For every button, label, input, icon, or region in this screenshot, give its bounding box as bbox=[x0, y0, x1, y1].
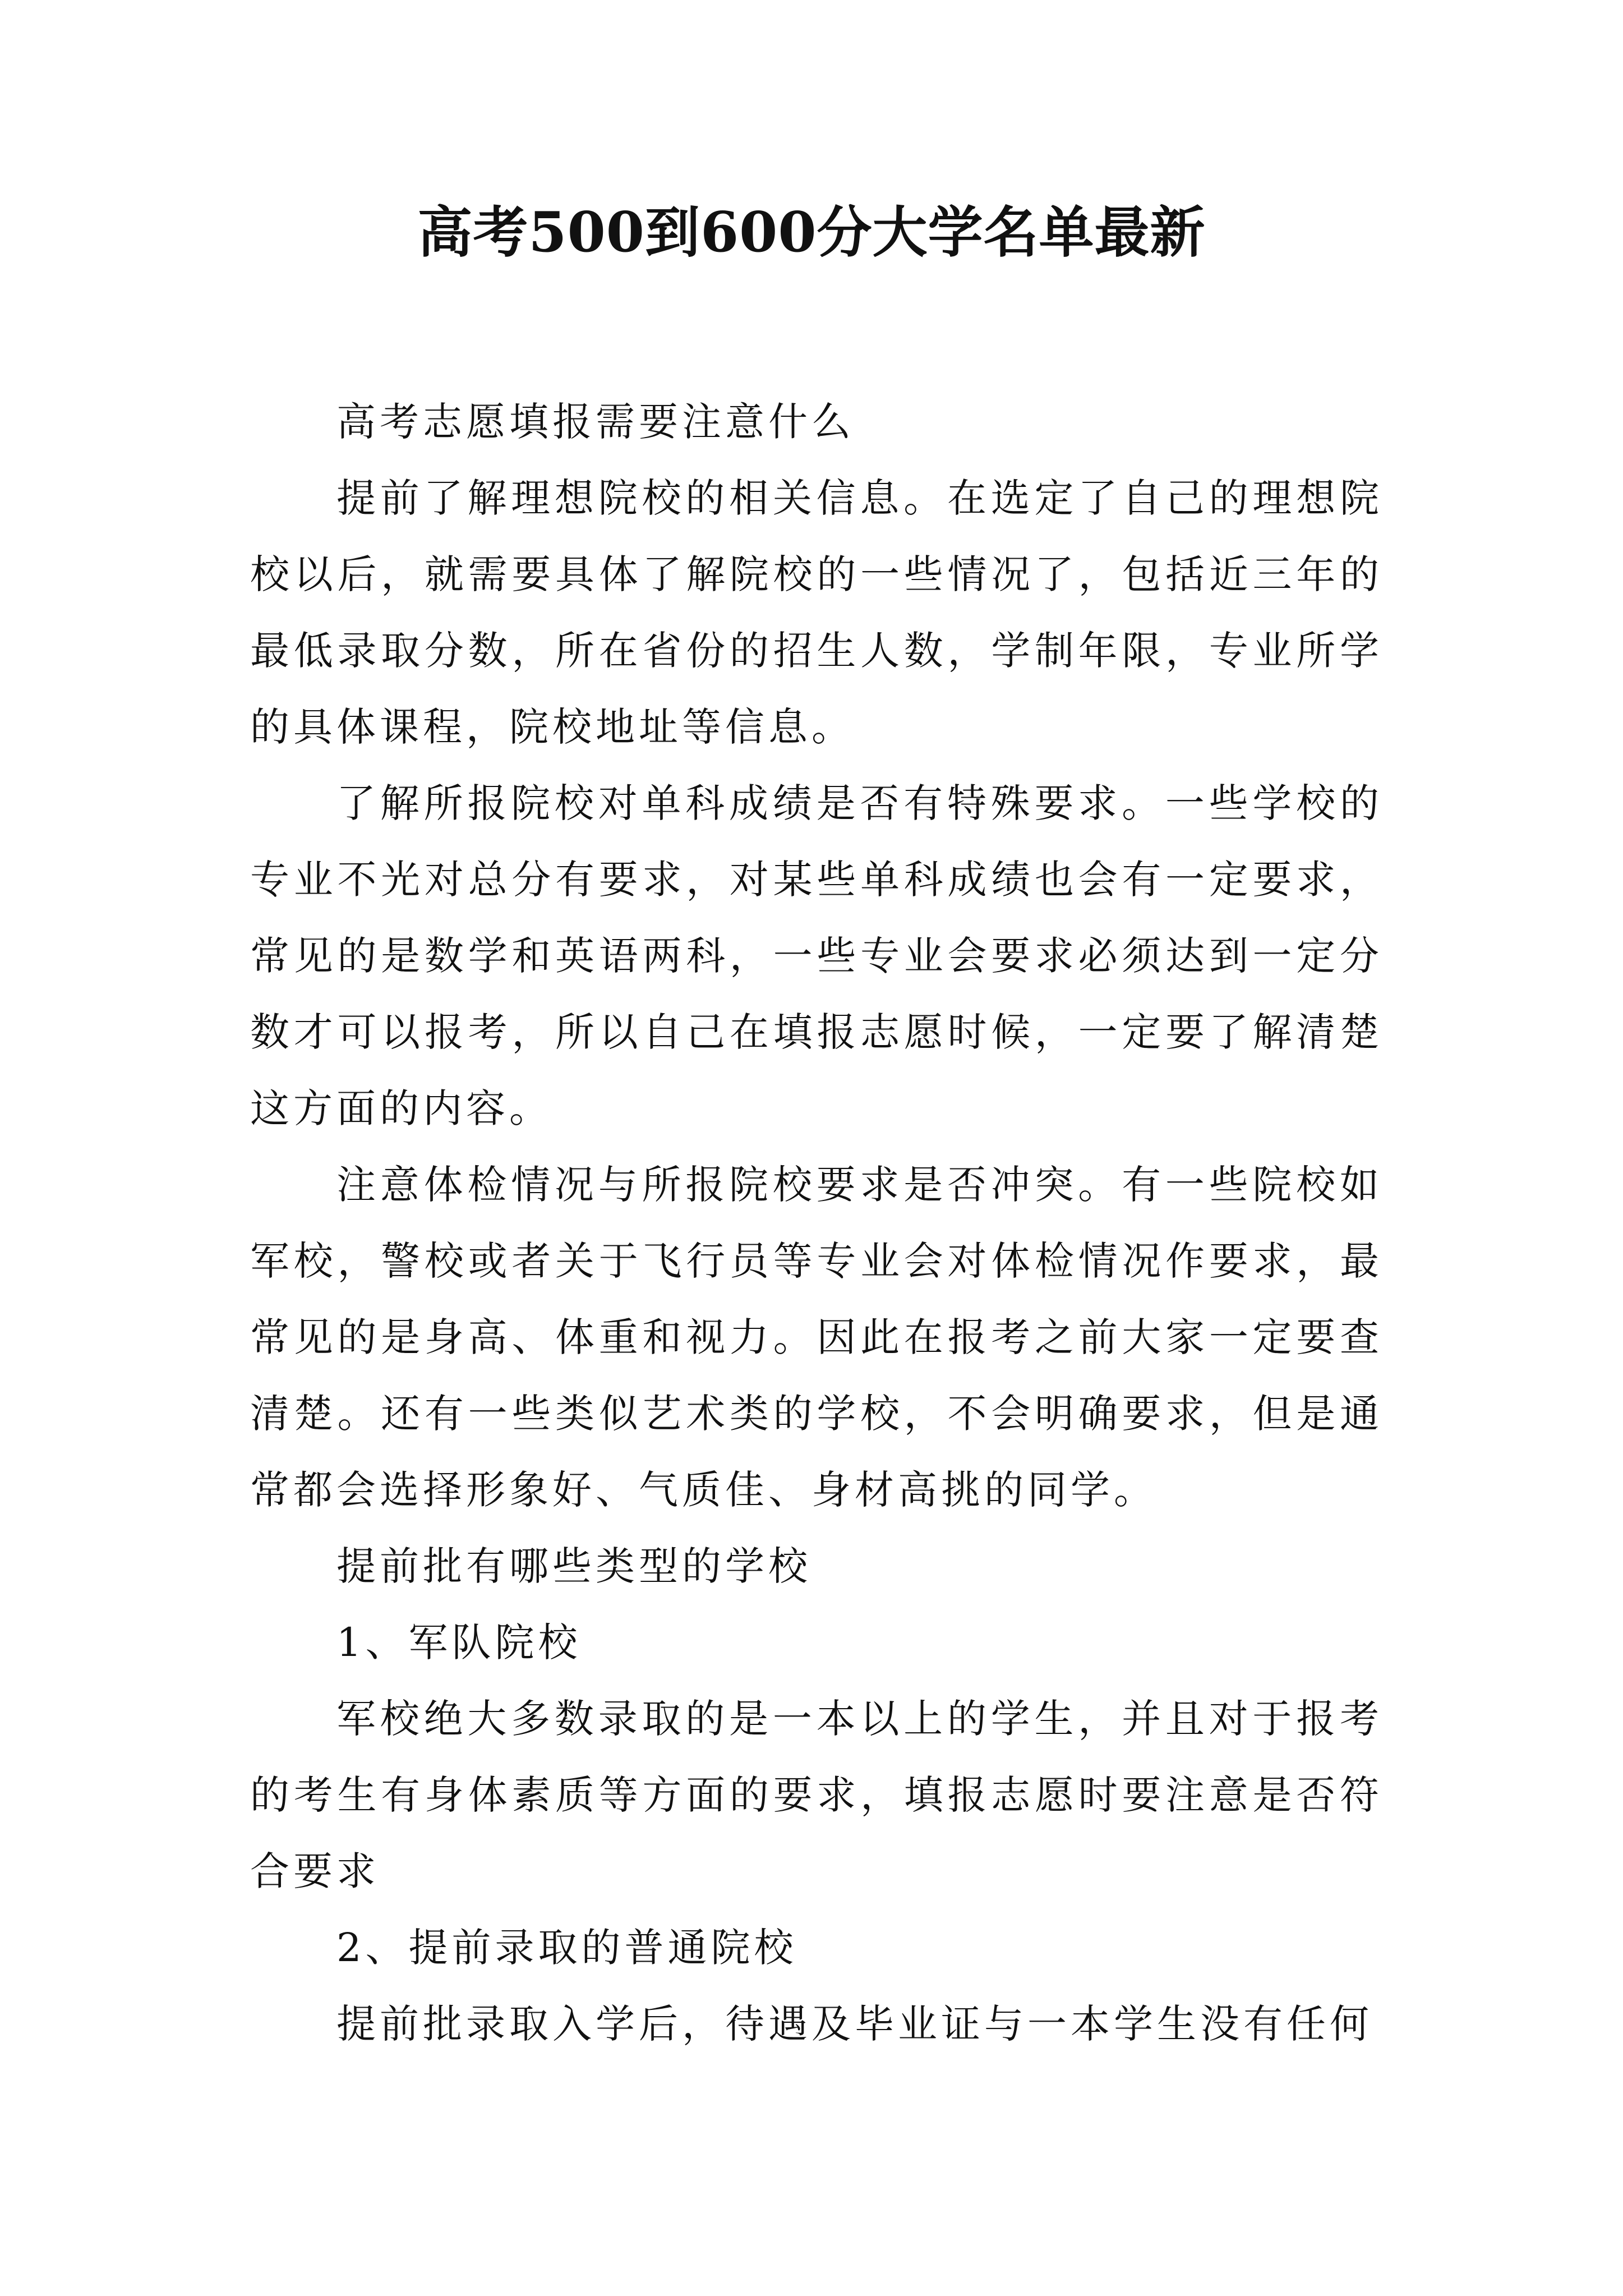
section-heading-volunteer-notes: 高考志愿填报需要注意什么 bbox=[336, 399, 855, 445]
document-body bbox=[250, 384, 1383, 2062]
list-item-military-schools: 1、军队院校 bbox=[336, 1619, 582, 1665]
paragraph-school-info: 提前了解理想院校的相关信息。在选定了自己的理想院校以后，就需要具体了解院校的一些情况了，包括近三年的最低录取分数，所在省份的招生人数，学制年限，专业所学的具体课程，院校地址等信息。 bbox=[250, 475, 1383, 750]
paragraph-early-admission: 提前批录取入学后，待遇及毕业证与一本学生没有任何 bbox=[336, 2001, 1373, 2047]
paragraph-physical-exam: 注意体检情况与所报院校要求是否冲突。有一些院校如军校，警校或者关于飞行员等专业会对体检情况作要求，最常见的是身高、体重和视力。因此在报考之前大家一定要查清楚。还有一些类似艺术类的学校，不会明确要求，但是通常都会选择形象好、气质佳、身材高挑的同学。 bbox=[250, 1162, 1383, 1513]
paragraph-single-subject: 了解所报院校对单科成绩是否有特殊要求。一些学校的专业不光对总分有要求，对某些单科成绩也会有一定要求，常见的是数学和英语两科，一些专业会要求必须达到一定分数才可以报考，所以自己在填报志愿时候，一定要了解清楚这方面的内容。 bbox=[250, 780, 1383, 1131]
document-title: 高考500到600分大学名单最新 bbox=[417, 200, 1206, 265]
section-heading-early-batch: 提前批有哪些类型的学校 bbox=[336, 1543, 811, 1589]
paragraph-military-schools: 军校绝大多数录取的是一本以上的学生，并且对于报考的考生有身体素质等方面的要求，填报志愿时要注意是否符合要求 bbox=[250, 1696, 1383, 1894]
list-item-early-admission-schools: 2、提前录取的普通院校 bbox=[336, 1925, 797, 1971]
